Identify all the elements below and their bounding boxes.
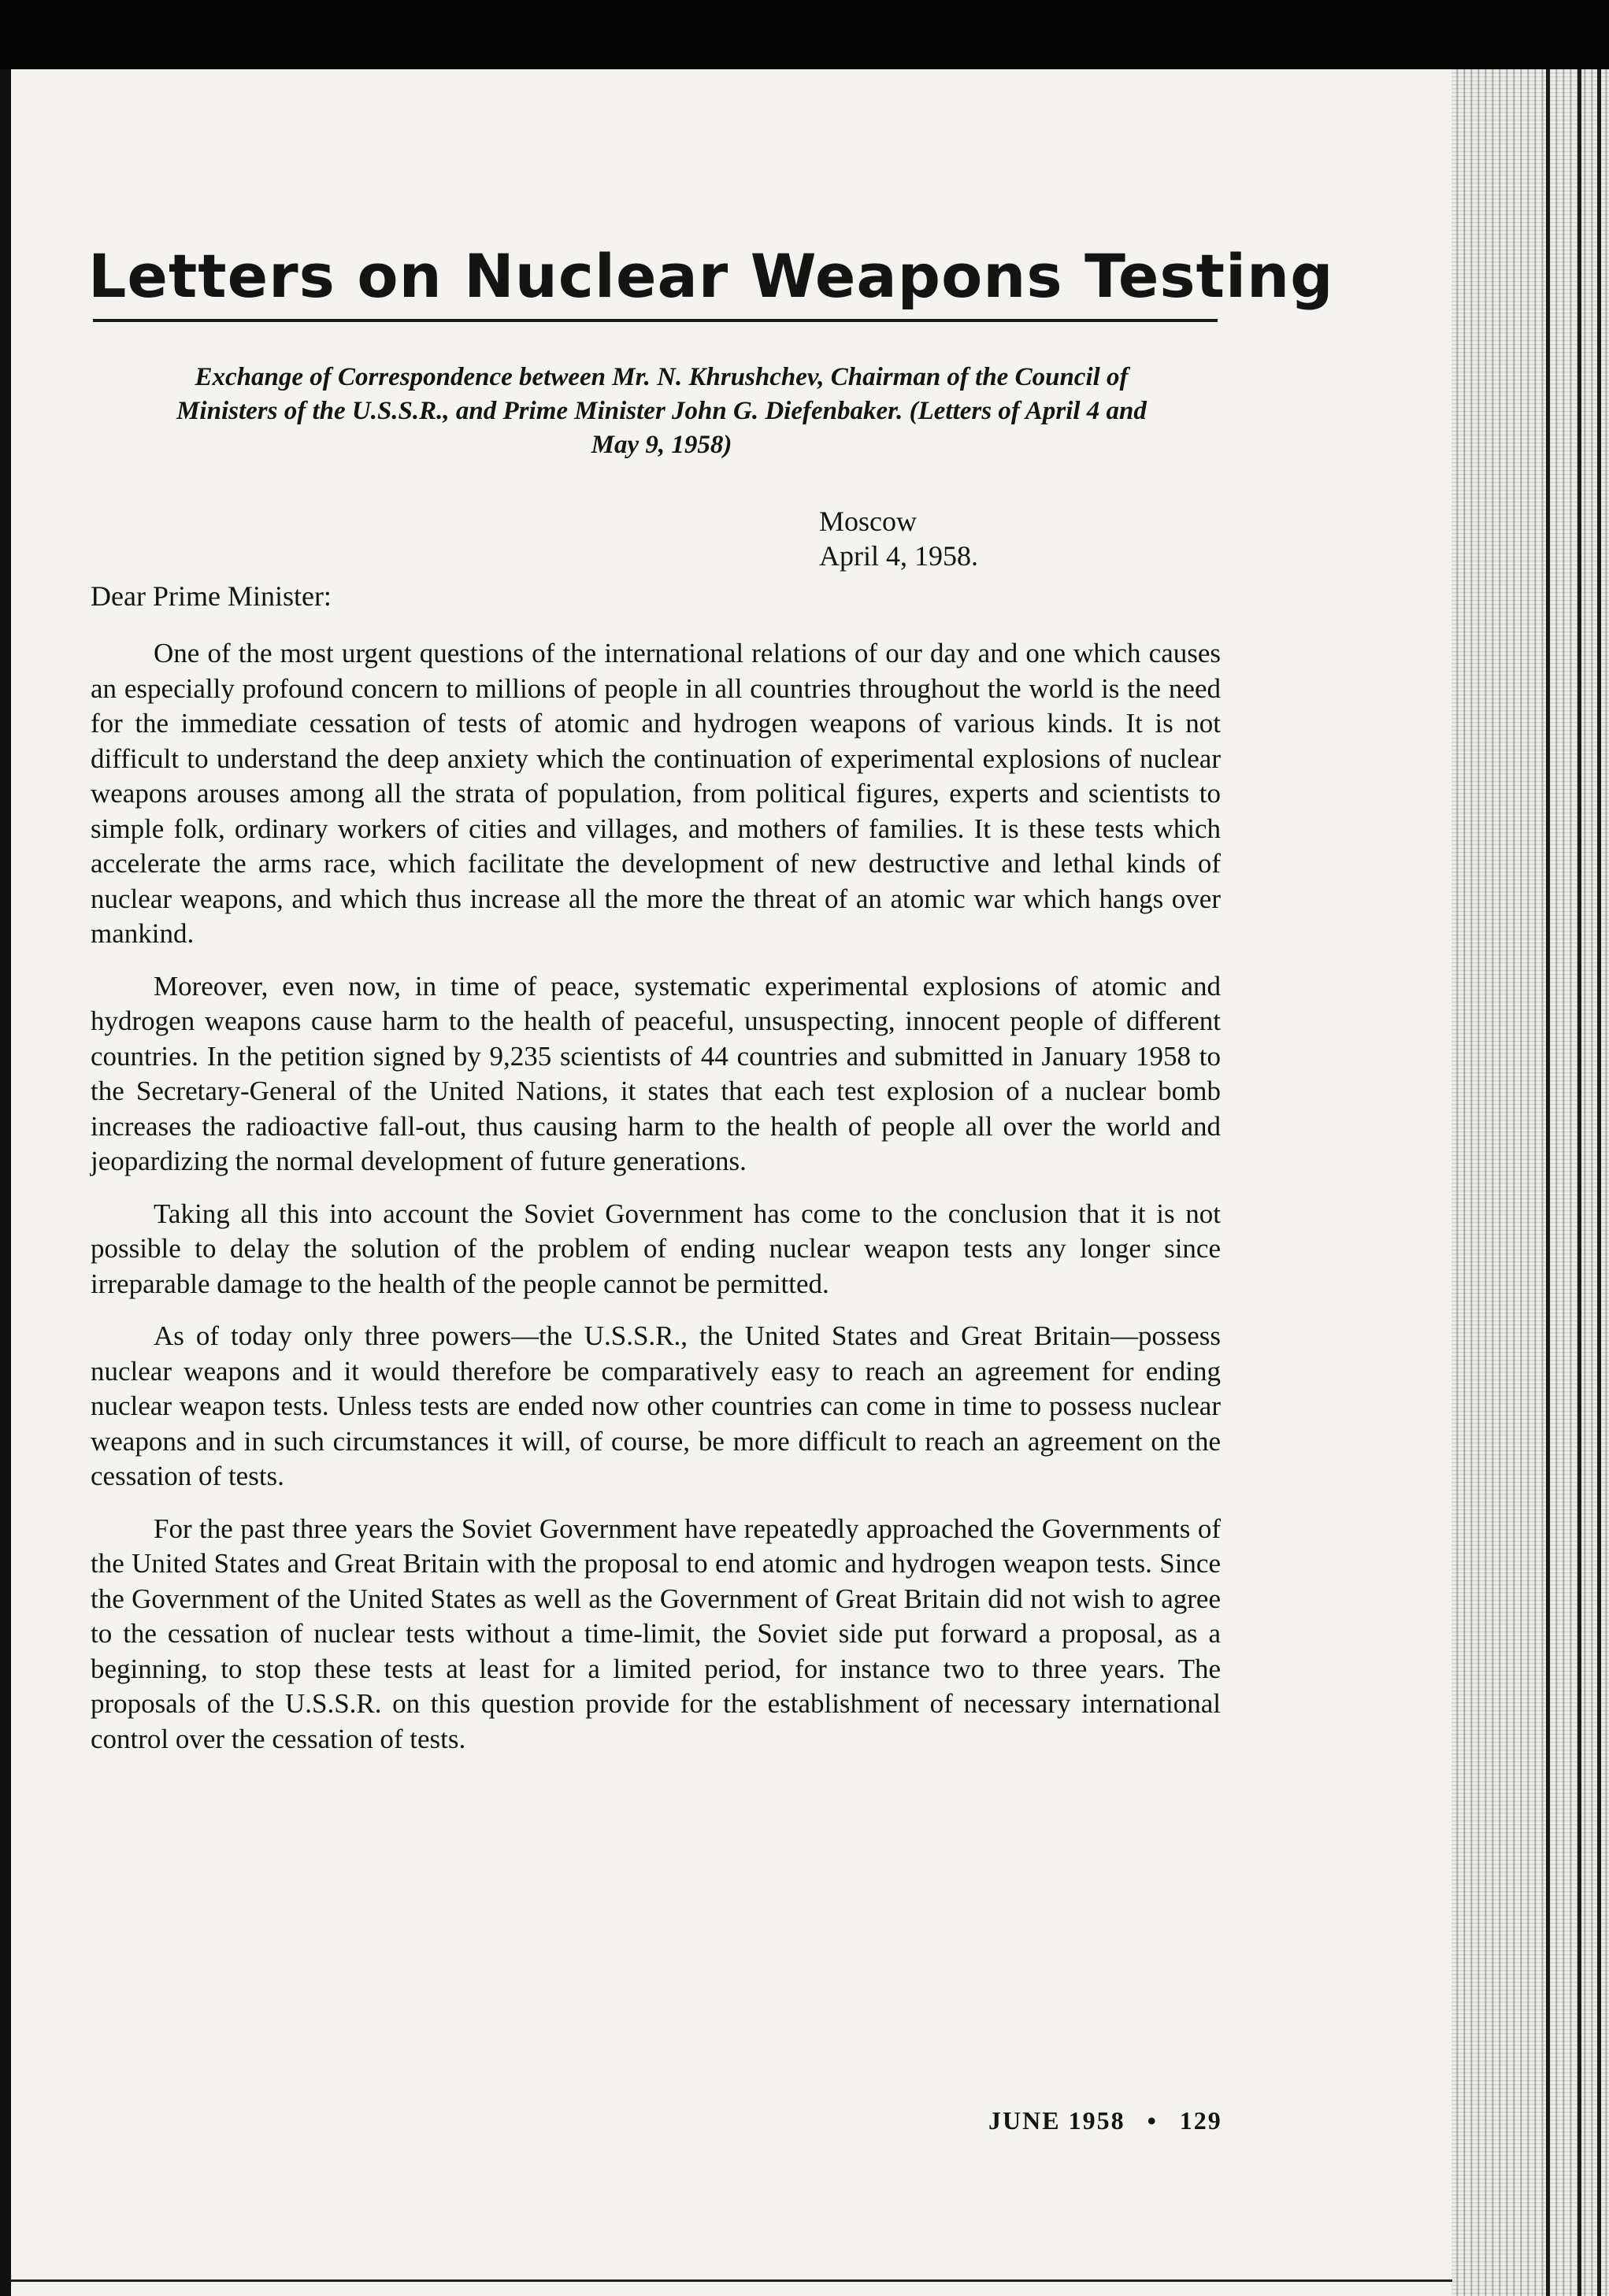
- scan-top-border: [0, 0, 1609, 69]
- title-rule: [93, 319, 1218, 322]
- article-title: Letters on Nuclear Weapons Testing: [88, 240, 1334, 311]
- letter-dateline: [819, 504, 978, 573]
- page-footer: [988, 2106, 1222, 2135]
- scan-left-border: [0, 69, 11, 2296]
- article-intro: Exchange of Correspondence between Mr. N. Khrushchev, Chairman of the Council of Ministers of the U.S.S.R., and Prime Minister John G. Diefenbaker. (Letters of April 4 and May 9, 1958): [176, 363, 1147, 459]
- body-paragraph: As of today only three powers—the U.S.S.R., the United States and Great Britain—possess nuclear weapons and it would therefore be comparatively easy to reach an agreement for ending nuclear weapon tests. Unless tests are ended now other countries can come in time to possess nuclear weapons and in such circumstances it will, of course, be more difficult to reach an agreement on the cessation of tests.: [91, 1320, 1221, 1491]
- footer-separator: •: [1147, 2106, 1158, 2135]
- scan-bottom-line: [11, 2279, 1452, 2282]
- edge-bar: [1577, 69, 1581, 2296]
- letter-salutation: Dear Prime Minister:: [91, 580, 332, 612]
- letter-body: [91, 636, 1221, 1774]
- body-paragraph: One of the most urgent questions of the international relations of our day and one which causes an especially profound concern to millions of people in all countries throughout the world is the need for the immediate cessation of tests of atomic and hydrogen weapons of various kinds. It is not difficult to understand the deep anxiety which the continuation of experimental explosions of nuclear weapons arouses among all the strata of population, from political figures, experts and scientists to simple folk, ordinary workers of cities and villages, and mothers of families. It is these tests which accelerate the arms race, which facilitate the development of new destructive and lethal kinds of nuclear weapons, and which thus increase all the more the threat of an atomic war which hangs over mankind.: [91, 638, 1221, 949]
- body-paragraph: For the past three years the Soviet Government have repeatedly approached the Governments of the United States and Great Britain with the proposal to end atomic and hydrogen weapon tests. Since the Government of the United States as well as the Government of Great Britain did not wish to agree to the cessation of nuclear tests without a time-limit, the Soviet side put forward a proposal, as a beginning, to stop these tests at least for a limited period, for instance two to three years. The proposals of the U.S.S.R. on this question provide for the establishment of necessary international control over the cessation of tests.: [91, 1513, 1221, 1754]
- edge-bar: [1546, 69, 1550, 2296]
- letter-place: Moscow: [819, 505, 917, 537]
- page-number: 129: [1179, 2106, 1222, 2135]
- scan-right-edge: [1451, 69, 1609, 2296]
- letter-date: April 4, 1958.: [819, 540, 978, 572]
- body-paragraph: Moreover, even now, in time of peace, systematic experimental explosions of atomic and hydrogen weapons cause harm to the health of peaceful, unsuspecting, innocent people of different countries. In the petition signed by 9,235 scientists of 44 countries and submitted in January 1958 to the Secretary-General of the United Nations, it states that each test explosion of a nuclear bomb increases the radioactive fall-out, thus causing harm to the health of people all over the world and jeopardizing the normal development of future generations.: [91, 970, 1221, 1176]
- issue-date: JUNE 1958: [988, 2106, 1125, 2135]
- edge-bar: [1597, 69, 1601, 2296]
- body-paragraph: Taking all this into account the Soviet Government has come to the conclusion that it is not possible to delay the solution of the problem of ending nuclear weapon tests any longer since irreparable damage to the health of the people cannot be permitted.: [91, 1198, 1221, 1299]
